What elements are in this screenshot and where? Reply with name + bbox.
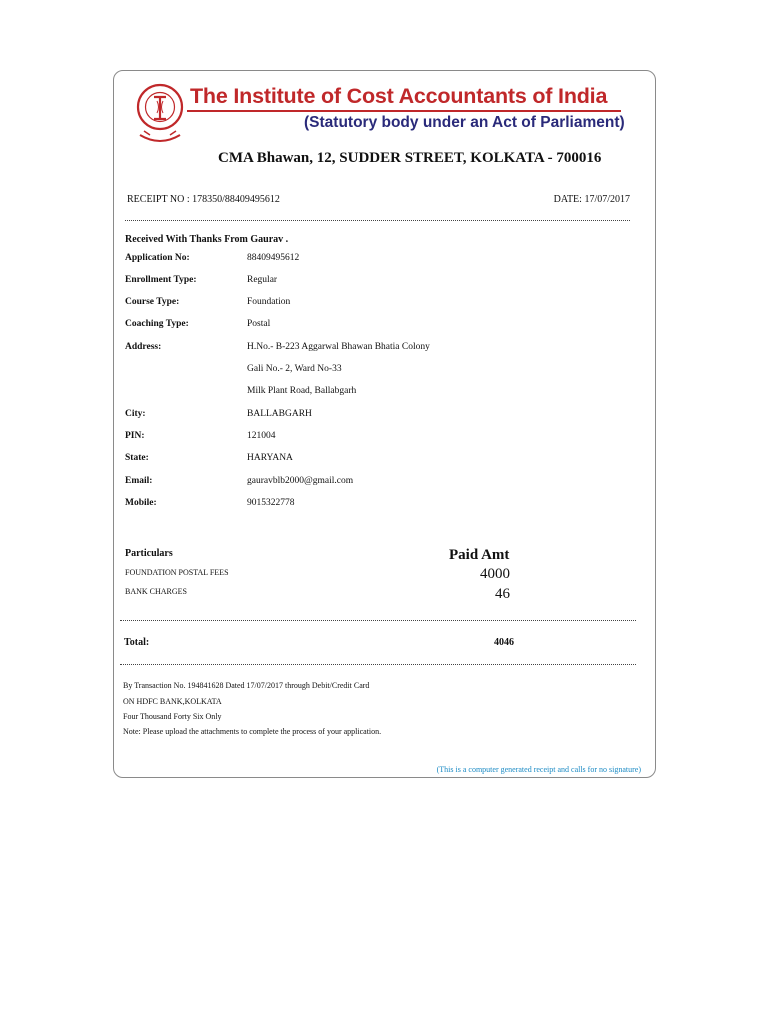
particular-item-amount: 4000 — [480, 566, 510, 582]
application-no-value: 88409495612 — [247, 253, 300, 263]
pin-label: PIN: — [125, 431, 145, 441]
particulars-header: Particulars — [125, 548, 173, 559]
email-label: Email: — [125, 476, 153, 486]
state-label: State: — [125, 453, 149, 463]
particular-item-name: BANK CHARGES — [125, 587, 188, 596]
mobile-label: Mobile: — [125, 498, 157, 508]
divider — [120, 664, 636, 665]
city-label: City: — [125, 409, 146, 419]
institute-address: CMA Bhawan, 12, SUDDER STREET, KOLKATA - 700016 — [218, 150, 602, 166]
receipt-date: DATE: 17/07/2017 — [553, 194, 630, 205]
email-value: gauravblb2000@gmail.com — [247, 476, 354, 486]
header-rule — [187, 110, 621, 112]
particular-item-amount: 46 — [495, 586, 510, 602]
state-value: HARYANA — [247, 453, 293, 463]
bank-details: ON HDFC BANK,KOLKATA — [123, 697, 222, 706]
divider — [125, 220, 630, 221]
total-value: 4046 — [494, 637, 514, 648]
address-line-3: Milk Plant Road, Ballabgarh — [247, 386, 357, 396]
course-type-label: Course Type: — [125, 297, 180, 307]
course-type-value: Foundation — [247, 297, 291, 307]
pin-value: 121004 — [247, 431, 276, 441]
coaching-type-value: Postal — [247, 319, 271, 329]
particular-item-name: FOUNDATION POSTAL FEES — [125, 568, 229, 577]
address-line-1: H.No.- B-223 Aggarwal Bhawan Bhatia Colony — [247, 342, 430, 352]
upload-note: Note: Please upload the attachments to complete the process of your application. — [123, 727, 382, 736]
transaction-details: By Transaction No. 194841628 Dated 17/07/2017 through Debit/Credit Card — [123, 681, 370, 690]
mobile-value: 9015322778 — [247, 498, 295, 508]
institute-name: The Institute of Cost Accountants of India — [190, 84, 608, 108]
address-label: Address: — [125, 342, 162, 352]
paid-amount-header: Paid Amt — [449, 547, 510, 563]
total-label: Total: — [124, 637, 150, 648]
application-no-label: Application No: — [125, 253, 190, 263]
receipt-card — [113, 70, 656, 778]
institute-emblem-icon — [134, 77, 186, 149]
institute-subtitle: (Statutory body under an Act of Parliament) — [304, 114, 625, 131]
signature-disclaimer: (This is a computer generated receipt and calls for no signature) — [436, 765, 641, 774]
divider — [120, 620, 636, 621]
enrollment-type-label: Enrollment Type: — [125, 275, 197, 285]
receipt-number: RECEIPT NO : 178350/88409495612 — [127, 194, 280, 205]
enrollment-type-value: Regular — [247, 275, 278, 285]
address-line-2: Gali No.- 2, Ward No-33 — [247, 364, 342, 374]
coaching-type-label: Coaching Type: — [125, 319, 189, 329]
amount-in-words: Four Thousand Forty Six Only — [123, 712, 222, 721]
city-value: BALLABGARH — [247, 409, 312, 419]
received-from: Received With Thanks From Gaurav . — [125, 234, 289, 245]
